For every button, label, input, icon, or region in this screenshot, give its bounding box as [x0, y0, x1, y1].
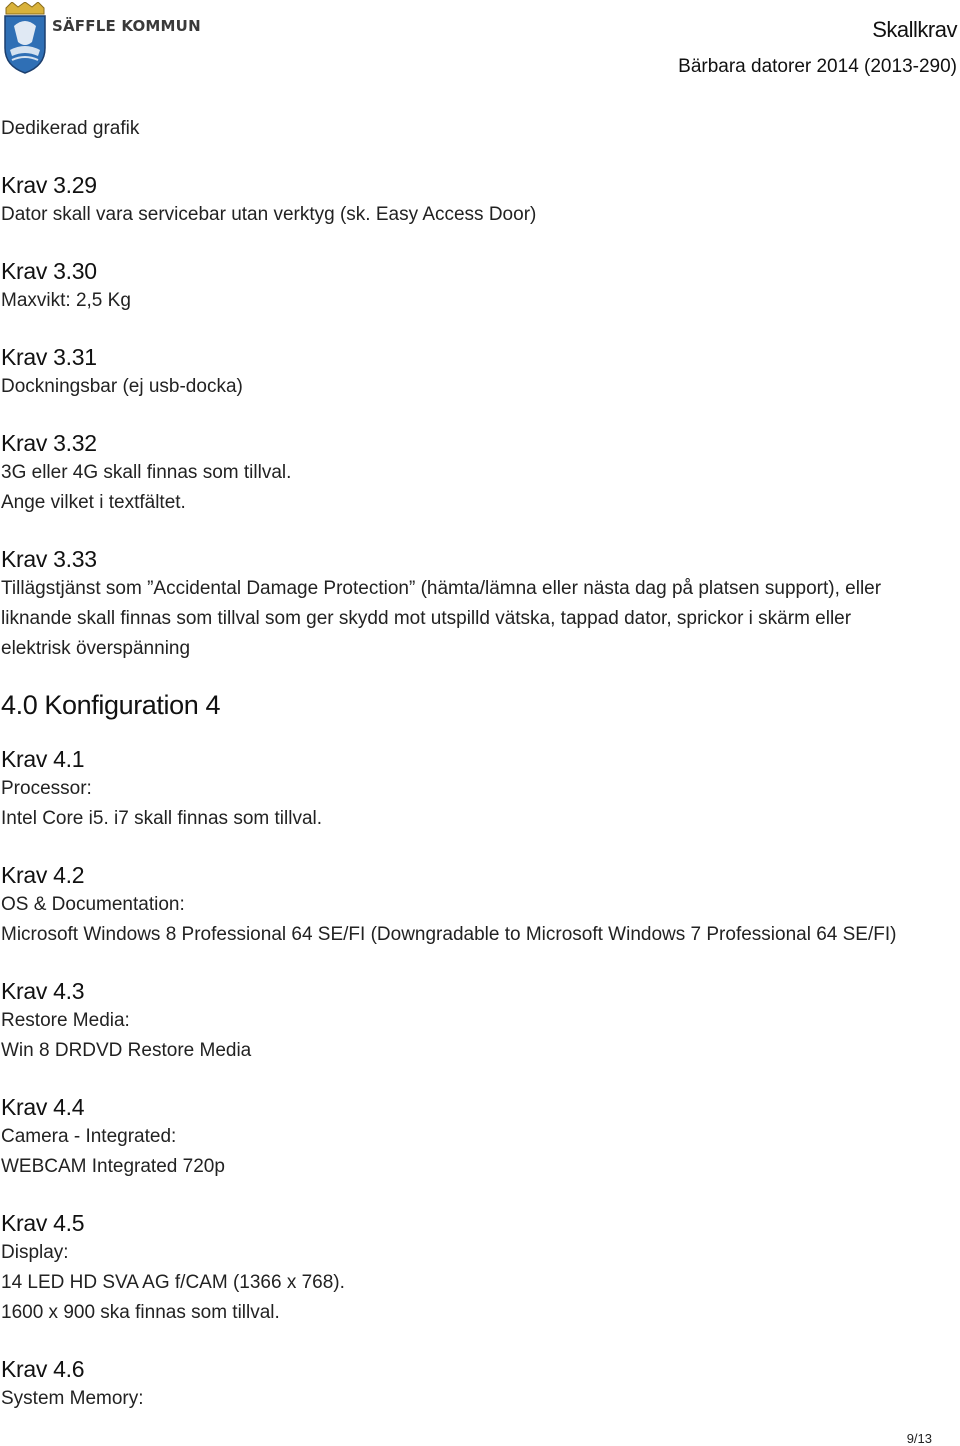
body-text-line: Display:: [1, 1242, 69, 1263]
requirement-heading: Krav 3.31: [1, 344, 97, 370]
document-body: [1, 114, 956, 1414]
body-text-line: 14 LED HD SVA AG f/CAM (1366 x 768).: [1, 1272, 345, 1293]
body-text-line: elektrisk överspänning: [1, 638, 191, 659]
body-text-line: System Memory:: [1, 1388, 144, 1409]
body-text-line: Win 8 DRDVD Restore Media: [1, 1040, 252, 1061]
page-header: [0, 0, 960, 90]
organization-name: SÄFFLE KOMMUN: [52, 17, 201, 35]
body-text-line: Camera - Integrated:: [1, 1126, 177, 1147]
requirement-heading: Krav 4.4: [1, 1094, 85, 1120]
body-text-line: Processor:: [1, 778, 92, 799]
body-text-line: 3G eller 4G skall finnas som tillval.: [1, 462, 292, 483]
body-text-line: Tillägstjänst som ”Accidental Damage Protection” (hämta/lämna eller nästa dag på platsen support), eller: [1, 578, 882, 599]
requirement-heading: Krav 3.29: [1, 172, 97, 198]
body-text-line: OS & Documentation:: [1, 894, 185, 915]
document-title: Skallkrav: [872, 17, 957, 42]
document-subtitle: Bärbara datorer 2014 (2013-290): [678, 56, 957, 77]
requirement-heading: Krav 4.2: [1, 862, 85, 888]
requirement-heading: Krav 3.32: [1, 430, 97, 456]
body-text-line: Microsoft Windows 8 Professional 64 SE/FI (Downgradable to Microsoft Windows 7 Professional 64 SE/FI): [1, 924, 897, 945]
body-text-line: 1600 x 900 ska finnas som tillval.: [1, 1302, 280, 1323]
page-number: 9/13: [906, 1431, 932, 1446]
body-text-line: Maxvikt: 2,5 Kg: [1, 290, 131, 311]
body-text-line: Dockningsbar (ej usb-docka): [1, 376, 243, 397]
body-text-line: Restore Media:: [1, 1010, 130, 1031]
saffle-coat-of-arms-icon: [2, 2, 48, 74]
body-text-line: Ange vilket i textfältet.: [1, 492, 186, 513]
requirement-heading: Krav 4.5: [1, 1210, 85, 1236]
requirement-heading: Krav 3.33: [1, 546, 97, 572]
body-text-line: Intel Core i5. i7 skall finnas som tillval.: [1, 808, 323, 829]
body-text-line: WEBCAM Integrated 720p: [1, 1156, 225, 1177]
body-text-line: liknande skall finnas som tillval som ger skydd mot utspilld vätska, tappad dator, sprickor i skärm eller: [1, 608, 852, 629]
requirement-heading: Krav 3.30: [1, 258, 97, 284]
requirement-heading: Krav 4.3: [1, 978, 85, 1004]
body-text-line: Dator skall vara servicebar utan verktyg (sk. Easy Access Door): [1, 204, 537, 225]
requirement-heading: Krav 4.1: [1, 746, 85, 772]
section-heading: 4.0 Konfiguration 4: [1, 690, 221, 720]
body-text-line: Dedikerad grafik: [1, 118, 140, 139]
requirement-heading: Krav 4.6: [1, 1356, 85, 1382]
